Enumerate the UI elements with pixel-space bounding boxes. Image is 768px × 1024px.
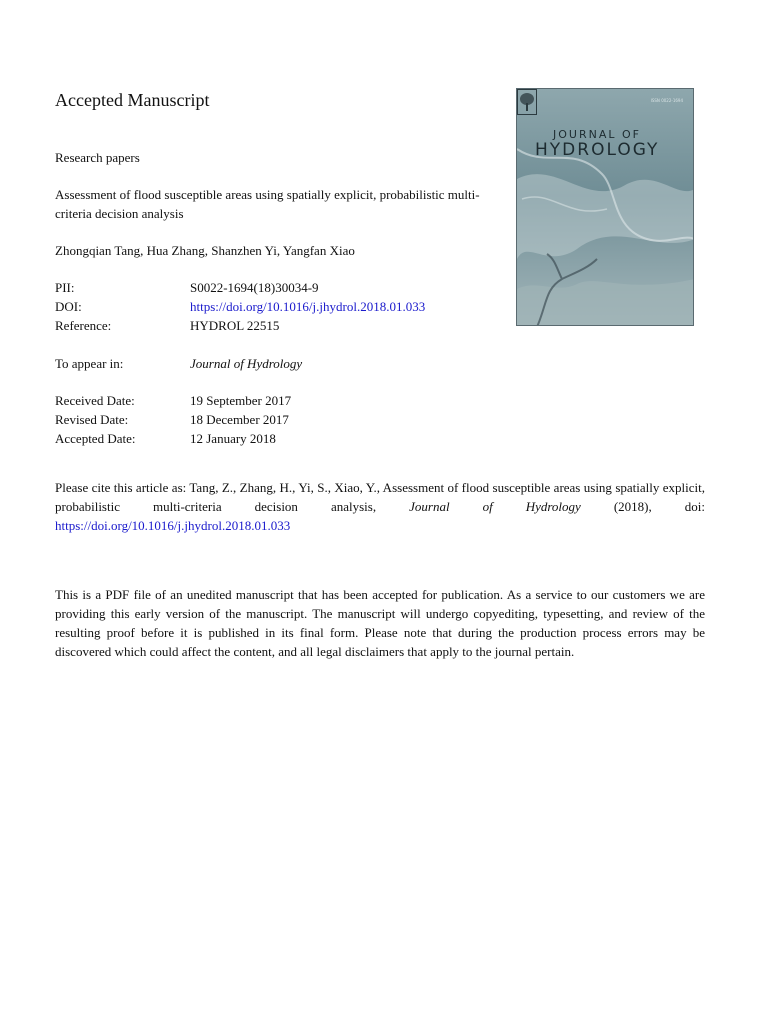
- article-title: Assessment of flood susceptible areas using spatially explicit, probabilistic multi-criteria decision analysis: [55, 187, 480, 221]
- reference-row: [55, 316, 475, 335]
- dates-block: [55, 391, 475, 448]
- cover-title-line1: JOURNAL OF: [553, 128, 641, 141]
- received-value: 19 September 2017: [190, 393, 292, 408]
- cover-photo: [517, 89, 694, 326]
- article-section: Research papers: [55, 150, 140, 165]
- manuscript-notice: This is a PDF file of an unedited manuscript that has been accepted for publication. As a service to our customers we are providing this early version of the manuscript. The manuscript will undergo copyediting, typesetting, and review of the resulting proof before it is published in its final form. Please note that during the production process errors may be discovered which could affect the content, and all legal disclaimers that apply to the journal pertain.: [55, 587, 705, 659]
- citation-middle: (2018), doi:: [580, 499, 705, 514]
- appear-label: To appear in:: [55, 356, 124, 371]
- revised-row: [55, 410, 475, 429]
- reference-label: Reference:: [55, 318, 112, 333]
- cover-issn: ISSN 0022-1694: [650, 98, 683, 103]
- doi-link[interactable]: https://doi.org/10.1016/j.jhydrol.2018.01.033: [190, 299, 426, 314]
- accepted-row: [55, 429, 475, 448]
- received-label: Received Date:: [55, 393, 135, 408]
- doi-label: DOI:: [55, 299, 82, 314]
- cover-title-line2: HYDROLOGY: [535, 140, 660, 160]
- journal-cover: [516, 88, 694, 326]
- received-row: [55, 391, 475, 410]
- appear-block: [55, 354, 475, 373]
- elsevier-tree-logo: [517, 89, 537, 115]
- appear-journal: Journal of Hydrology: [190, 356, 303, 371]
- citation-doi-link[interactable]: https://doi.org/10.1016/j.jhydrol.2018.01.033: [55, 518, 291, 533]
- appear-row: [55, 354, 475, 373]
- article-authors: Zhongqian Tang, Hua Zhang, Shanzhen Yi, Yangfan Xiao: [55, 243, 355, 258]
- revised-label: Revised Date:: [55, 412, 129, 427]
- citation-prefix: Please cite this article as: Tang, Z., Zhang, H., Yi, S., Xiao, Y., Assessment of flood susceptible areas using spatially explicit, probabilistic multi-criteria decision analysis,: [55, 480, 705, 514]
- citation-journal: Journal of Hydrology: [409, 499, 581, 514]
- pii-label: PII:: [55, 280, 75, 295]
- pii-row: [55, 278, 475, 297]
- accepted-value: 12 January 2018: [190, 431, 276, 446]
- accepted-label: Accepted Date:: [55, 431, 136, 446]
- cover-journal-title: [535, 129, 690, 159]
- reference-value: HYDROL 22515: [190, 318, 280, 333]
- revised-value: 18 December 2017: [190, 412, 289, 427]
- pii-value: S0022-1694(18)30034-9: [190, 280, 319, 295]
- page-heading: Accepted Manuscript: [55, 90, 210, 110]
- identifiers-block: [55, 278, 475, 335]
- citation-paragraph: [55, 478, 705, 535]
- doi-row: [55, 297, 475, 316]
